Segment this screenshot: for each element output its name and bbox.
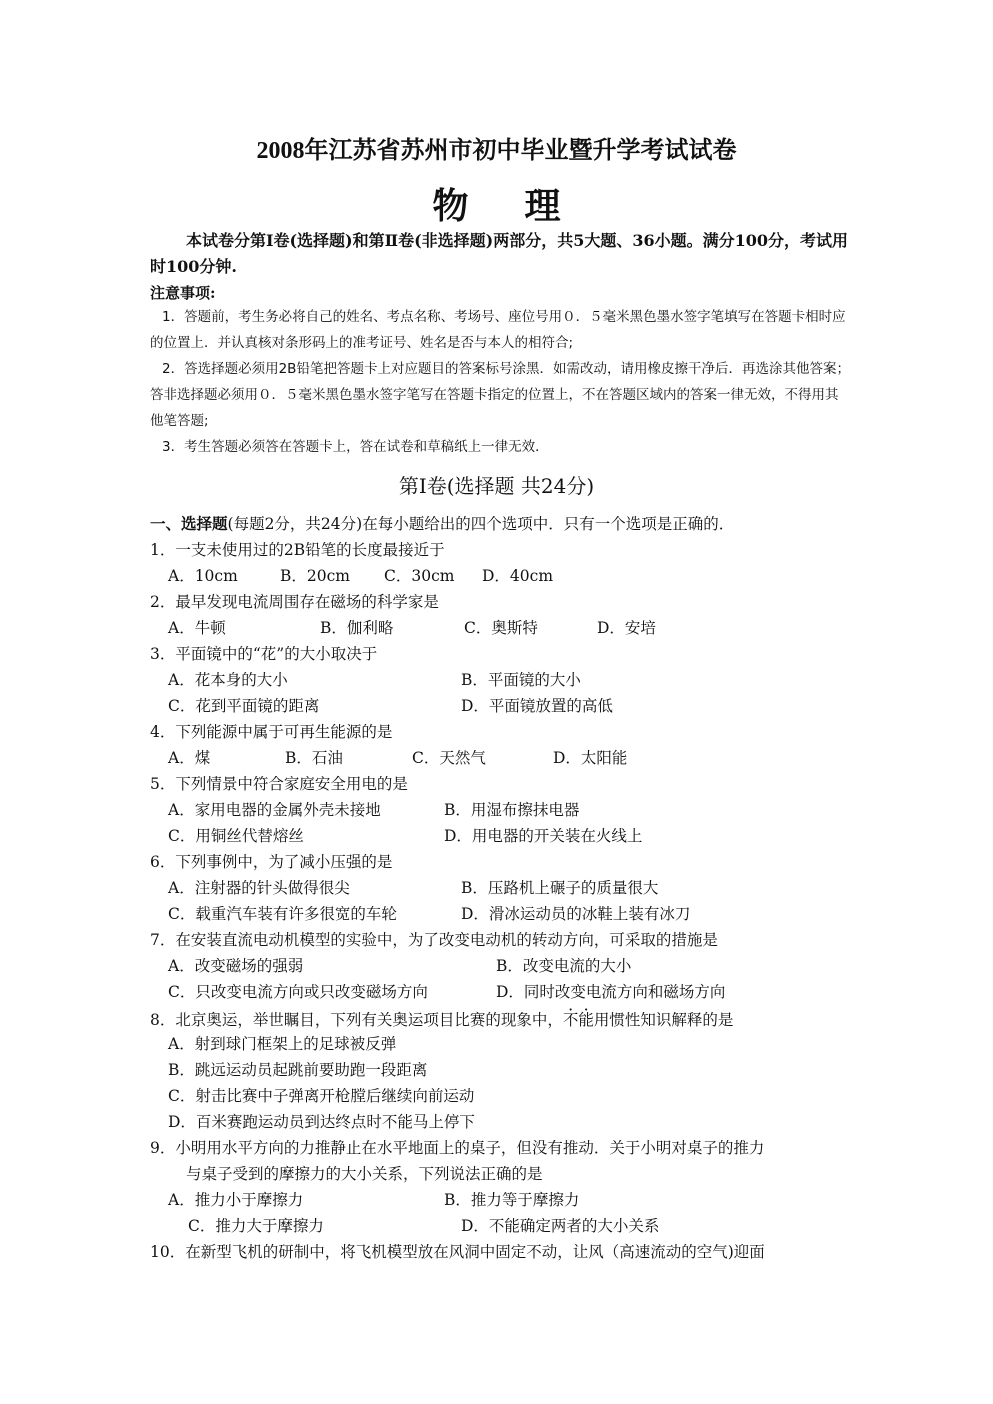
notice-item: 3．考生答题必须答在答题卡上，答在试卷和草稿纸上一律无效． xyxy=(162,439,549,455)
question-stem: 7．在安装直流电动机模型的实验中，为了改变电动机的转动方向，可采取的措施是 xyxy=(150,931,718,949)
stem-text: 8．北京奥运，举世瞩目，下列有关奥运项目比赛的现象中， xyxy=(150,1011,563,1029)
exam-intro: 本试卷分第Ⅰ卷(选择题)和第Ⅱ卷(非选择题)两部分，共5大题、36小题。满分100分，考试用时100分钟. xyxy=(150,231,849,276)
section-title: 第Ⅰ卷(选择题 共24分) xyxy=(398,474,595,498)
question-stem: 2．最早发现电流周围存在磁场的科学家是 xyxy=(150,593,439,611)
notice-item: 1．答题前，考生务必将自己的姓名、考点名称、考场号、座位号用０．５毫米黑色墨水签字笔填写在答题卡相时应的位置上．并认真核对条形码上的准考证号、姓名是否与本人的相符合; xyxy=(150,309,846,351)
section-instruction xyxy=(150,511,734,537)
question-option: B．20cm xyxy=(280,567,350,585)
question-option: C．天然气 xyxy=(412,749,486,767)
question-option: C．射击比赛中子弹离开枪膛后继续向前运动 xyxy=(168,1087,475,1105)
instruction-text: (每题2分，共24分)在每小题给出的四个选项中．只有一个选项是正确的． xyxy=(227,515,735,533)
question-option: C．奥斯特 xyxy=(464,619,538,637)
question-option: C．花到平面镜的距离 xyxy=(168,697,320,715)
question-option: C．推力大于摩擦力 xyxy=(188,1217,324,1235)
question-option: B．用湿布擦抹电器 xyxy=(444,801,580,819)
question-stem-continued: 与桌子受到的摩擦力的大小关系，下列说法正确的是 xyxy=(186,1165,543,1183)
emphasis-char: 能 xyxy=(578,1011,594,1029)
question-option: D．太阳能 xyxy=(553,749,628,767)
question-option: B．推力等于摩擦力 xyxy=(444,1191,580,1209)
question-option: A．射到球门框架上的足球被反弹 xyxy=(168,1035,397,1053)
question-option: A．改变磁场的强弱 xyxy=(168,957,304,975)
emphasis-char: 不 xyxy=(562,1011,579,1029)
stem-text: 用惯性知识解释的是 xyxy=(593,1011,734,1029)
question-option: A．牛顿 xyxy=(168,619,226,637)
question-option: D．百米赛跑运动员到达终点时不能马上停下 xyxy=(168,1113,475,1131)
question-option: D．用电器的开关装在火线上 xyxy=(444,827,643,845)
notice-item: 2．答选择题必须用2B铅笔把答题卡上对应题目的答案标号涂黑．如需改动，请用橡皮擦干净后．再选涂其他答案；答非选择题必须用０．５毫米黑色墨水签字笔写在答题卡指定的位置上，不在答题区域内的答案一律无效，不得用其他笔答题; xyxy=(150,361,850,429)
question-option: D．平面镜放置的高低 xyxy=(461,697,613,715)
question-stem: 9．小明用水平方向的力推静止在水平地面上的桌子，但没有推动．关于小明对桌子的推力 xyxy=(150,1139,765,1157)
question-stem: 10．在新型飞机的研制中，将飞机模型放在风洞中固定不动，让风（高速流动的空气)迎面 xyxy=(150,1243,765,1261)
question-option: B．压路机上碾子的质量很大 xyxy=(461,879,659,897)
question-option: D．不能确定两者的大小关系 xyxy=(461,1217,660,1235)
question-option: C．只改变电流方向或只改变磁场方向 xyxy=(168,983,428,1001)
question-option: D．安培 xyxy=(597,619,656,637)
instruction-bold: 一、选择题 xyxy=(150,514,228,533)
question-stem: 3．平面镜中的“花”的大小取决于 xyxy=(150,645,378,663)
question-option: A．煤 xyxy=(168,749,211,767)
question-stem: 4．下列能源中属于可再生能源的是 xyxy=(150,723,393,741)
question-option: A．家用电器的金属外壳未接地 xyxy=(168,801,381,819)
question-option: C．30cm xyxy=(384,567,455,585)
question-option: C．载重汽车装有许多很宽的车轮 xyxy=(168,905,397,923)
question-stem: 1．一支未使用过的2B铅笔的长度最接近于 xyxy=(150,541,445,559)
question-stem: 5．下列情景中符合家庭安全用电的是 xyxy=(150,775,408,793)
question-option: B．石油 xyxy=(285,749,343,767)
question-option: B．改变电流的大小 xyxy=(496,957,632,975)
question-option: A．注射器的针头做得很尖 xyxy=(168,879,350,897)
question-option: B．跳远运动员起跳前要助跑一段距离 xyxy=(168,1061,428,1079)
question-option: C．用铜丝代替熔丝 xyxy=(168,827,304,845)
question-option: D．同时改变电流方向和磁场方向 xyxy=(496,983,726,1001)
question-option: A．推力小于摩擦力 xyxy=(168,1191,304,1209)
question-option: D．40cm xyxy=(482,567,554,585)
question-option: A．10cm xyxy=(168,567,238,585)
subject-title: 物理 xyxy=(432,185,617,227)
question-stem xyxy=(150,1007,733,1033)
question-stem: 6．下列事例中，为了减小压强的是 xyxy=(150,853,393,871)
question-option: A．花本身的大小 xyxy=(168,671,288,689)
notice-heading: 注意事项: xyxy=(150,284,216,302)
question-option: D．滑冰运动员的冰鞋上装有冰刀 xyxy=(461,905,691,923)
question-option: B．平面镜的大小 xyxy=(461,671,581,689)
question-option: B．伽利略 xyxy=(320,619,394,637)
exam-title: 2008年江苏省苏州市初中毕业暨升学考试试卷 xyxy=(256,138,737,164)
